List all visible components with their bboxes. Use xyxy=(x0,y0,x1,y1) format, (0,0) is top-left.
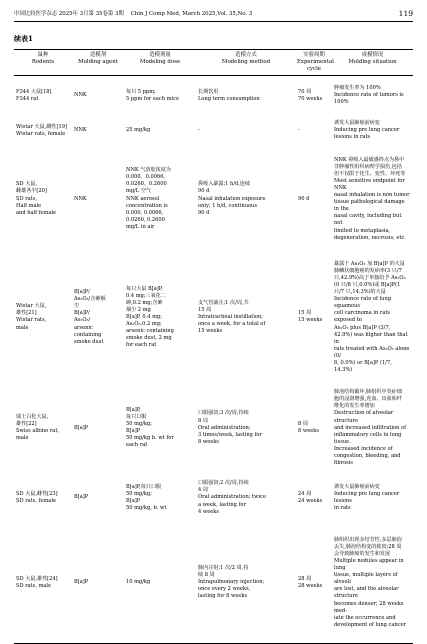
cell-line: inflammatory cells in lung tissue. xyxy=(334,431,402,445)
cell-line: iate the occurrence and xyxy=(334,614,396,621)
cell-line: congestion, bleeding, and fibrosis xyxy=(334,453,401,467)
table-row xyxy=(14,383,413,473)
cell-line: 肺内注射;1 次/2 周,持 xyxy=(198,565,249,572)
cell-line: and half female xyxy=(16,209,57,216)
agent-cell xyxy=(72,473,124,522)
table-row xyxy=(14,115,413,146)
cell-line: F344 大鼠[18] xyxy=(16,88,52,95)
cell-line: Oral administration; twice xyxy=(198,494,266,501)
cell-line: nasal inhalation is non tumor xyxy=(334,192,410,199)
column-header-en: Molding situation xyxy=(348,59,397,65)
cell-line: Wistar 大鼠, xyxy=(16,303,47,310)
column-header-zh: 造模剂 xyxy=(89,52,107,58)
cell-line: 续 8 周 xyxy=(198,572,215,579)
cell-line: B[a]P,每只口服 xyxy=(126,483,162,490)
cycle-cell xyxy=(296,383,332,473)
cell-line: 4 weeks xyxy=(198,508,219,515)
result-cell xyxy=(332,523,413,643)
cell-line: tissue, multiple layers of alveoli xyxy=(334,572,398,586)
cell-line: 尘 xyxy=(74,303,80,310)
cell-line: nasal cavity, including but not xyxy=(334,213,402,227)
cell-line: limited to metaplasia, xyxy=(334,227,391,234)
cell-line: NNK xyxy=(74,195,87,202)
cell-line: NNK xyxy=(74,92,87,99)
cell-line: mg/L 空气 xyxy=(126,188,151,195)
cell-line: B[a]P xyxy=(74,494,89,501)
cell-line: arsenic containing xyxy=(126,328,174,335)
cell-line: 50 mg/kg; xyxy=(126,490,152,497)
cell-line: smoke dust xyxy=(74,338,104,345)
cell-line: 24 周 xyxy=(298,490,312,497)
cell-line: Inducing pre lung cancer lesions xyxy=(334,490,400,504)
rodent-cell xyxy=(14,383,72,473)
cell-line: 维化的发生率增加 xyxy=(334,403,375,410)
cell-line: Wistar rats, female xyxy=(16,130,66,137)
cell-line: in rats xyxy=(334,505,351,512)
cell-line: 暴露于 As₂O₃ 加 B[a]P 的大鼠 xyxy=(334,260,405,267)
cell-line: 0.0260, 0.2600 xyxy=(126,216,165,223)
cell-line: becomes denser; 28 weeks med- xyxy=(334,600,404,614)
cell-line: 雌雄各半[20] xyxy=(16,188,47,195)
agent-cell xyxy=(72,147,124,252)
cell-line: Oral administration; xyxy=(198,424,251,431)
running-header xyxy=(14,8,413,20)
cell-line: 瑞士白化大鼠, xyxy=(16,414,49,421)
cell-line: 70 周 xyxy=(298,88,312,95)
rodent-cell xyxy=(14,115,72,146)
cell-line: 诱发大鼠肺癌前病变 xyxy=(334,120,380,127)
header-rule xyxy=(14,21,413,22)
cell-line: 15 weeks xyxy=(298,317,323,324)
cell-line: 8 周 xyxy=(198,417,208,424)
cell-line: 诱发大鼠肺癌前病变 xyxy=(334,483,380,490)
cell-line: 4 周 xyxy=(198,487,208,494)
cell-line: NNK 鼻吸入最敏感终点为鼻中 xyxy=(334,156,405,163)
cell-line: Multiple nodules appear in lung xyxy=(334,557,404,572)
column-header-zh: 鼠种 xyxy=(37,52,49,58)
cell-line: 5 ppm for each mice xyxy=(126,95,179,102)
rodent-cell xyxy=(14,76,72,116)
table-row xyxy=(14,473,413,522)
cell-line: Incidence rate of tumors is 100% xyxy=(334,92,404,106)
table-row xyxy=(14,523,413,643)
table-continued-label: 续表1 xyxy=(14,34,33,43)
method-cell xyxy=(196,523,296,643)
cell-line: 烟尘 2 mg xyxy=(126,306,151,313)
dose-cell xyxy=(124,523,196,643)
cell-line: 25 mg/kg xyxy=(126,127,151,134)
cell-line: 28 weeks xyxy=(298,582,323,589)
cell-line: 口服强饲;2 次/周,持续 xyxy=(198,480,249,487)
journal-name-zh: 中国比较医学杂志 2025年 3月第 35卷第 3期 xyxy=(14,11,124,17)
cell-line: 肿瘤发生率为 100% xyxy=(334,85,381,91)
cell-line: B[a]P/ xyxy=(74,289,90,296)
cell-line: B[a]P xyxy=(74,579,89,586)
cell-line: development of lung cancer xyxy=(334,621,407,628)
cell-line: 42.9%) was higher than that in xyxy=(334,331,408,345)
dose-cell xyxy=(124,473,196,522)
cell-line: SD 大鼠,雌性[23] xyxy=(16,490,58,497)
cell-line: Nasal inhalation exposure xyxy=(198,195,266,202)
cell-line: Wistar 大鼠,雌性[19] xyxy=(16,123,67,130)
dose-cell xyxy=(124,115,196,146)
cell-line: Inducing pre lung cancer lesions in rats xyxy=(334,127,400,141)
cell-line: 0.000, 0.0066, xyxy=(126,209,164,216)
cell-line: 15 周 xyxy=(298,310,312,317)
cell-line: 非肿瘤性组织病理学损伤,包括 xyxy=(334,163,402,170)
method-cell xyxy=(196,76,296,116)
column-header-zh: 造模剂量 xyxy=(149,52,171,58)
cell-line: 50 mg/kg, b. wt xyxy=(126,505,167,512)
dose-cell xyxy=(124,147,196,252)
cell-line: NNK aerosol xyxy=(126,195,160,202)
model-table xyxy=(14,49,413,644)
cell-line: are lost, and the alveolar structure xyxy=(334,586,399,600)
cell-line: 8 weeks xyxy=(298,428,319,435)
cell-line: once a week, for a total of xyxy=(198,320,266,327)
cell-line: 肺鳞状细胞癌的发病率(3 只/7 xyxy=(334,267,402,274)
table-row xyxy=(14,76,413,116)
column-header-modeling-dose xyxy=(124,50,196,76)
cell-line: Destruction of alveolar structure xyxy=(334,410,394,424)
cell-line: tissue pathological damage in the xyxy=(334,199,405,213)
cell-line: 28 周 xyxy=(298,575,312,582)
cell-line: Long term consumption xyxy=(198,95,260,102)
method-cell xyxy=(196,115,296,146)
cell-line: Most sensitive endpoint for NNK xyxy=(334,177,405,191)
cell-line: Intrapulmonary injection; xyxy=(198,579,265,586)
cycle-cell xyxy=(296,473,332,522)
cell-line: once every 2 weeks, xyxy=(198,586,251,593)
cell-line: 雄性[21] xyxy=(16,310,37,317)
journal-name-en: Chin J Comp Med, March 2025,Vol. 35,No. 3 xyxy=(130,11,253,17)
cell-line: Incidence rate of lung squamous xyxy=(334,296,391,310)
cell-line: and increased infiltration of xyxy=(334,424,407,431)
cell-line: B[a]P/ xyxy=(74,310,90,317)
cell-line: SD rats, female xyxy=(16,497,56,504)
cell-line: B[a]P, 0.4 mg; xyxy=(126,313,162,320)
cell-line: lasting for 8 weeks xyxy=(198,593,248,600)
cell-line: Half male xyxy=(16,202,42,209)
cell-line: 肺泡结构破坏,肺组织中炎症细 xyxy=(334,389,402,396)
cell-line: 口服强饲;3 次/周,持续 xyxy=(198,410,249,417)
cell-line: only; 1 h/d, continuous xyxy=(198,202,257,209)
cell-line: B[a]P xyxy=(74,424,89,431)
cell-line: mg/L in air xyxy=(126,223,155,230)
cell-line: As₂O₃/含砷烟 xyxy=(74,296,106,303)
cell-line: 丢失,肺泡结构变的致密;28 周 xyxy=(334,543,402,550)
cell-line: 只/7 只,14.3%)的大鼠 xyxy=(334,289,386,296)
column-header-en: Molding agent xyxy=(78,59,118,65)
cell-line: 90 d xyxy=(198,209,210,216)
column-header-molding-agent xyxy=(72,50,124,76)
cell-line: - xyxy=(198,127,200,134)
cell-line: 10 mg/kg xyxy=(126,579,151,586)
cell-line: As₂O₃/ xyxy=(74,317,91,324)
cell-line: 90 d xyxy=(198,188,210,195)
cell-line: 8 weeks xyxy=(198,438,219,445)
method-cell xyxy=(196,252,296,384)
result-cell xyxy=(332,252,413,384)
cell-line: Wistar rats, xyxy=(16,317,47,324)
cell-line: Intratracheal instillation; xyxy=(198,313,263,320)
table-row xyxy=(14,252,413,384)
cell-line: SD rats, xyxy=(16,195,37,202)
result-cell xyxy=(332,147,413,252)
cell-line: 每只口服 xyxy=(126,414,147,421)
cell-line: 0.4 mg;三氧化二 xyxy=(126,292,166,299)
cell-line: Increased incidence of xyxy=(334,445,393,452)
cycle-cell xyxy=(296,76,332,116)
column-header-modeling-method xyxy=(196,50,296,76)
rodent-cell xyxy=(14,523,72,643)
cycle-cell xyxy=(296,115,332,146)
column-header-zh: 成模情况 xyxy=(361,52,384,58)
cell-line: each rat xyxy=(126,442,148,449)
cell-line: rats treated with As₂O₃ alone (0/ xyxy=(334,345,410,359)
cell-line: B[a]P, xyxy=(126,406,141,413)
cell-line: 每只大鼠 B[a]P, xyxy=(126,285,163,292)
method-cell xyxy=(196,383,296,473)
page-number: 119 xyxy=(398,9,413,18)
cell-line: NNK 气溶胶浓度为 xyxy=(126,167,171,174)
cell-line: 0.0260、0.2600 xyxy=(126,181,167,188)
cell-line: cell carcinoma in rats exposed to xyxy=(334,310,391,324)
cell-line: 会导致肺癌的发生和发展 xyxy=(334,550,391,557)
column-header-molding-situation xyxy=(332,50,413,76)
table-row xyxy=(14,147,413,252)
cell-line: 鼻吸入暴露;1 h/d,连续 xyxy=(198,181,251,188)
cycle-cell xyxy=(296,523,332,643)
column-header-en: Rodents xyxy=(31,59,55,65)
column-header-en: Experimental cycle xyxy=(297,59,334,72)
cell-line: B[a]P xyxy=(126,428,141,435)
dose-cell xyxy=(124,252,196,384)
cell-line: - xyxy=(298,127,300,134)
agent-cell xyxy=(72,523,124,643)
cell-line: (0 只/8 只,0.0%)或 B[a]P(1 xyxy=(334,281,401,288)
cell-line: concentration is xyxy=(126,202,168,209)
agent-cell xyxy=(72,76,124,116)
column-header-en: Modeling method xyxy=(221,59,271,65)
method-cell xyxy=(196,473,296,522)
agent-cell xyxy=(72,252,124,384)
cell-line: B[a]P xyxy=(126,497,141,504)
cell-line: male xyxy=(16,435,29,442)
result-cell xyxy=(332,473,413,522)
cell-line: 但不仅限于化生、变性、坏死等 xyxy=(334,170,406,177)
cell-line: SD 大鼠,雄性[24] xyxy=(16,575,58,582)
cell-line: 长期饮用 xyxy=(198,88,219,95)
column-header-zh: 造模方式 xyxy=(235,52,257,58)
journal-header xyxy=(14,8,252,20)
cell-line: As₂O₃ plus B[a]P (3/7, xyxy=(334,324,391,331)
cell-line: 14.3%) xyxy=(334,367,353,374)
cell-line: 8 周 xyxy=(298,421,308,428)
rodent-cell xyxy=(14,252,72,384)
cell-line: 50 mg/kg; xyxy=(126,421,152,428)
cell-line: 50 mg/kg b. wt for xyxy=(126,435,174,442)
cell-line: 70 weeks xyxy=(298,95,323,102)
cycle-cell xyxy=(296,252,332,384)
dose-cell xyxy=(124,76,196,116)
cell-line: 只,42.9%)高于单独给予 As₂O₃ xyxy=(334,274,406,281)
cell-line: Swiss albino rat, xyxy=(16,428,59,435)
table-header-row xyxy=(14,50,413,76)
dose-cell xyxy=(124,383,196,473)
cell-line: NNK xyxy=(74,127,87,134)
rodent-cell xyxy=(14,147,72,252)
cell-line: SD rats, male xyxy=(16,582,52,589)
cell-line: 8, 0.0%) or B[a]P (1/7, xyxy=(334,360,392,366)
result-cell xyxy=(332,115,413,146)
cell-line: F344 rat xyxy=(16,95,39,102)
agent-cell xyxy=(72,383,124,473)
cell-line: 90 d xyxy=(298,195,310,202)
cell-line: 肺组织出现多结节性,多层肺泡 xyxy=(334,536,402,543)
cell-line: 雄性[22] xyxy=(16,421,37,428)
cell-line: for each rat xyxy=(126,342,157,349)
cell-line: degeneration, necrosis, etc. xyxy=(334,234,406,241)
column-header-en: Modeling dose xyxy=(139,59,181,65)
cell-line: 每只 5 ppm; xyxy=(126,88,156,95)
column-header-rodents xyxy=(14,50,72,76)
column-header-experimental-cycle xyxy=(296,50,332,76)
method-cell xyxy=(196,147,296,252)
cell-line: 胞的浸润增强,充血、出血和纤 xyxy=(334,396,402,403)
cell-line: male xyxy=(16,324,29,331)
cell-line: 24 weeks xyxy=(298,497,323,504)
result-cell xyxy=(332,76,413,116)
rodent-cell xyxy=(14,473,72,522)
cell-line: 3 times/week, lasting for xyxy=(198,431,262,438)
cell-line: 支气管滴注;1 次/周,共 xyxy=(198,299,249,306)
cell-line: SD 大鼠, xyxy=(16,181,37,188)
cell-line: As₂O₃,0.2 mg; xyxy=(126,320,162,327)
cell-line: smoke dust, 2 mg xyxy=(126,335,172,342)
result-cell xyxy=(332,383,413,473)
cycle-cell xyxy=(296,147,332,252)
column-header-zh: 实验周期 xyxy=(303,52,325,58)
cell-line: 0.000、0.0066、 xyxy=(126,174,169,181)
cell-line: a week, lasting for xyxy=(198,501,246,508)
cell-line: 15 周 xyxy=(198,306,212,313)
cell-line: 15 weeks xyxy=(198,328,223,335)
agent-cell xyxy=(72,115,124,146)
cell-line: 砷,0.2 mg;含砷 xyxy=(126,299,163,306)
cell-line: containing xyxy=(74,331,102,338)
cell-line: arsenic xyxy=(74,324,93,331)
